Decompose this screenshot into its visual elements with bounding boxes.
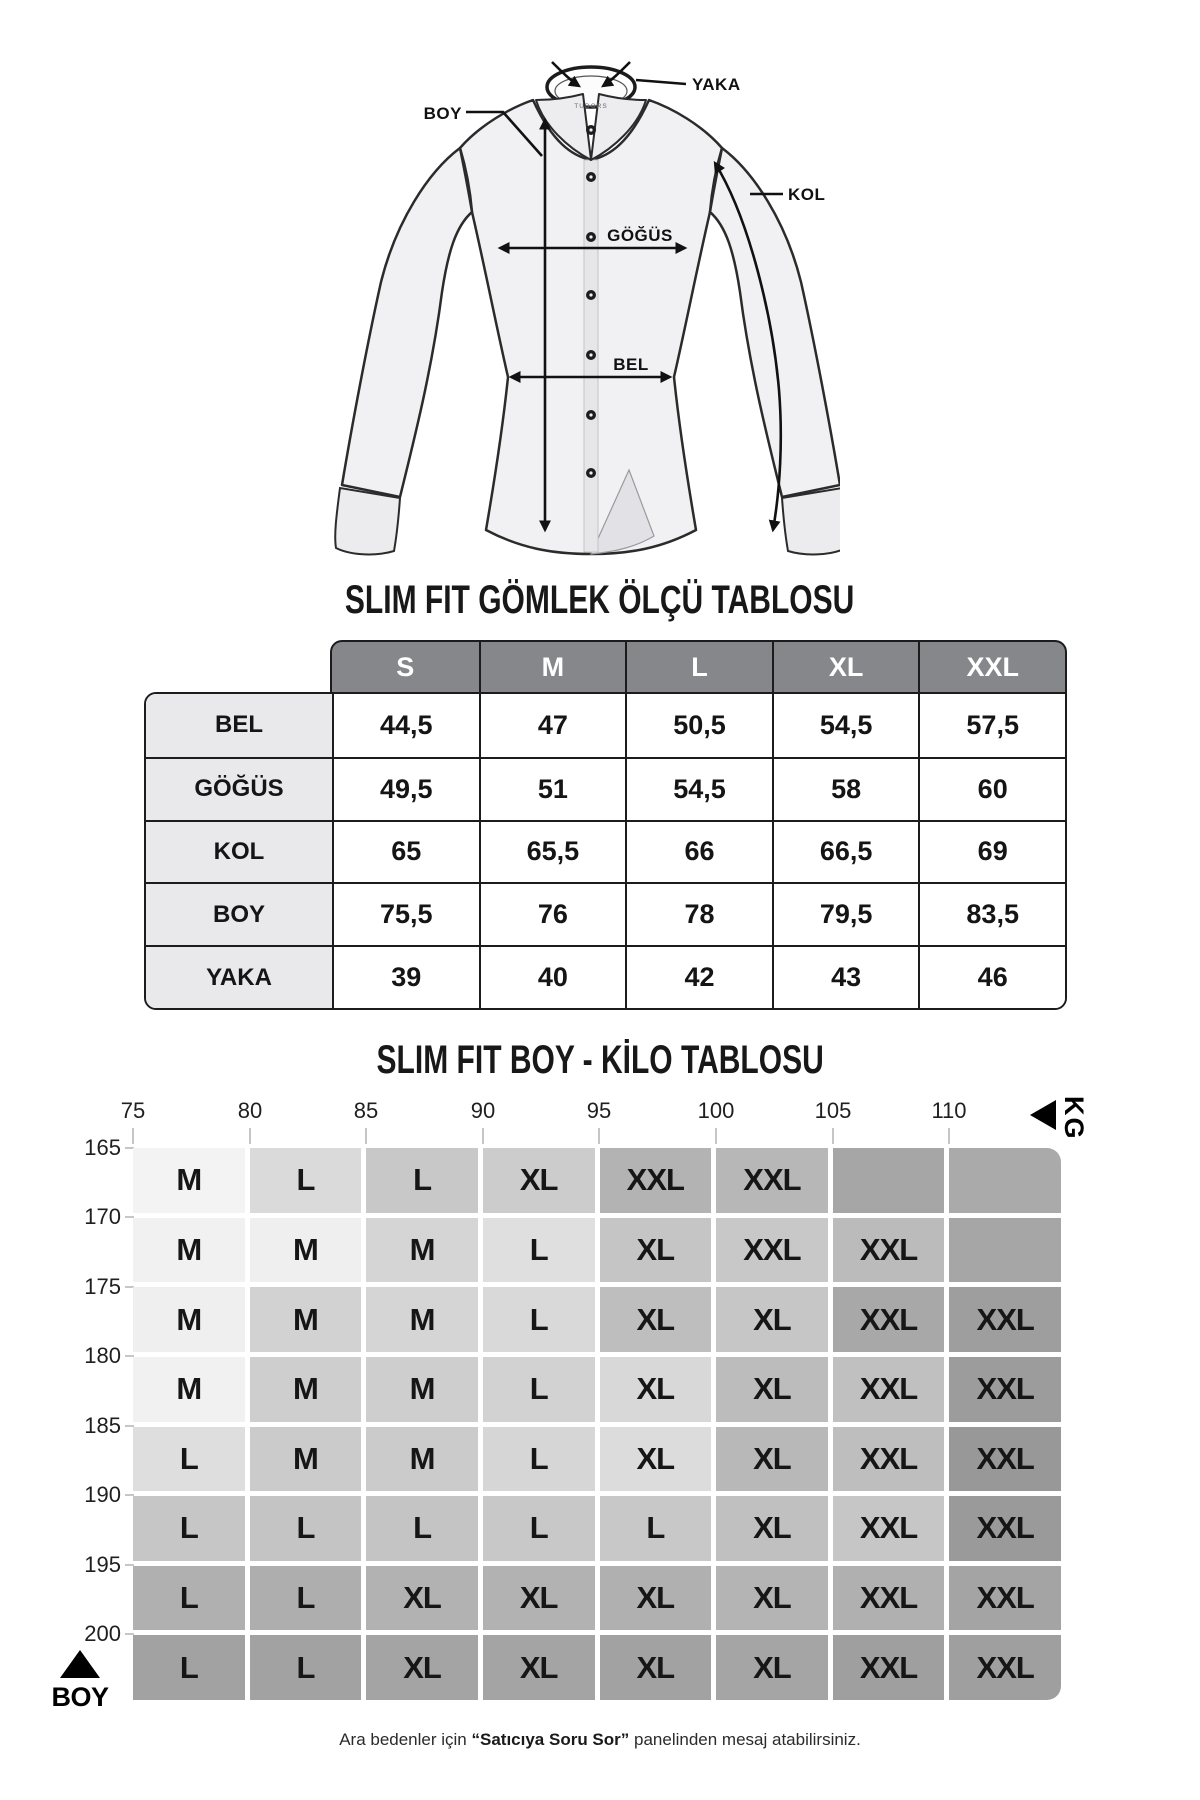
table-cell: 40 [479,945,626,1008]
kg-tick: 80 [237,1098,263,1123]
table-cell: 47 [479,694,626,757]
hw-cell: XXL [600,1148,712,1213]
hw-cell: XL [716,1427,828,1492]
row-label-kol: KOL [146,820,332,883]
hw-cell: M [133,1287,245,1352]
hw-cell: L [250,1496,362,1561]
boy-axis-flag [48,1650,112,1713]
hw-cell: M [366,1218,478,1283]
hw-cell: L [483,1218,595,1283]
hw-cell: XXL [833,1357,945,1422]
table-cell: 43 [772,945,919,1008]
table-cell: 51 [479,757,626,820]
hw-cell: M [366,1427,478,1492]
row-label-yaka: YAKA [146,945,332,1008]
table-cell: 54,5 [772,694,919,757]
table-cell: 65,5 [479,820,626,883]
hw-cell: L [483,1496,595,1561]
kg-axis-label: KG [1059,1096,1089,1141]
hw-cell: L [250,1148,362,1213]
shirt-diagram [280,40,840,570]
kg-tick: 90 [470,1098,496,1123]
hw-cell: XL [600,1357,712,1422]
kg-tick: 105 [814,1098,852,1123]
table-cell: 57,5 [918,694,1065,757]
hw-cell: L [250,1566,362,1631]
height-tick: 195 [84,1552,121,1577]
size-table-body [144,692,1067,1010]
kg-tick-line [132,1128,134,1144]
hw-cell: XL [483,1635,595,1700]
kg-tick-line [365,1128,367,1144]
kg-tick-line [832,1128,834,1144]
shirt-left-cuff [335,488,400,554]
size-col-m: M [479,642,626,692]
table-cell: 69 [918,820,1065,883]
size-col-xxl: XXL [918,642,1065,692]
boy-arrow-icon [60,1650,100,1678]
height-tick: 180 [84,1343,121,1368]
table-cell: 58 [772,757,919,820]
footer-suffix: panelinden mesaj atabilirsiniz. [629,1730,861,1749]
collar-callout-line [636,80,686,84]
hw-cell: XL [716,1566,828,1631]
shirt-left-sleeve [342,148,472,497]
hw-cell: XL [483,1566,595,1631]
hw-cell: M [250,1357,362,1422]
waist-label: BEL [613,355,649,374]
table-cell: 65 [332,820,479,883]
hw-cell: XXL [949,1287,1061,1352]
table-cell: 79,5 [772,882,919,945]
hw-cell: XL [600,1427,712,1492]
table-cell: 39 [332,945,479,1008]
hw-cell: XL [716,1635,828,1700]
hw-cell: XL [716,1496,828,1561]
hw-cell: XXL [949,1566,1061,1631]
hw-cell: L [366,1148,478,1213]
hw-cell: XXL [949,1357,1061,1422]
size-table-header [330,640,1067,692]
hw-cell: L [133,1496,245,1561]
hw-cell: XXL [949,1496,1061,1561]
table-cell: 66 [625,820,772,883]
kg-tick-line [482,1128,484,1144]
table-cell: 66,5 [772,820,919,883]
boy-axis-label: BOY [51,1682,109,1712]
hw-cell: XL [600,1287,712,1352]
height-weight-title: SLIM FIT BOY - KİLO TABLOSU [376,1038,824,1082]
hw-cell: XXL [716,1148,828,1213]
hw-cell: XXL [833,1566,945,1631]
table-cell: 50,5 [625,694,772,757]
size-table-title: SLIM FIT GÖMLEK ÖLÇÜ TABLOSU [345,578,855,622]
hw-cell: M [250,1427,362,1492]
hw-cell: XXL [949,1427,1061,1492]
hw-cell: M [133,1148,245,1213]
hw-cell: XL [600,1566,712,1631]
table-cell: 44,5 [332,694,479,757]
hw-cell: XXL [716,1218,828,1283]
height-tick: 185 [84,1413,121,1438]
size-col-l: L [625,642,772,692]
sleeve-label: KOL [788,185,826,204]
hw-cell: M [133,1357,245,1422]
height-weight-grid [133,1148,1061,1700]
hw-cell: M [250,1287,362,1352]
hw-cell: XL [366,1566,478,1631]
brand-text: TUDORS [574,103,608,110]
hw-cell: L [483,1287,595,1352]
hw-cell: XXL [833,1496,945,1561]
size-col-xl: XL [772,642,919,692]
hw-cell: L [133,1427,245,1492]
hw-cell: L [600,1496,712,1561]
chest-label: GÖĞÜS [607,226,673,245]
hw-cell: XL [716,1357,828,1422]
hw-cell: M [133,1218,245,1283]
hw-cell: XL [716,1287,828,1352]
hw-cell: XXL [833,1427,945,1492]
row-label-bel: BEL [146,694,332,757]
table-cell: 46 [918,945,1065,1008]
hw-cell: XL [600,1218,712,1283]
table-cell: 42 [625,945,772,1008]
hw-cell: XL [600,1635,712,1700]
hw-cell: XL [366,1635,478,1700]
kg-arrow-icon [1030,1100,1056,1130]
hw-cell: L [483,1427,595,1492]
kg-tick: 75 [120,1098,146,1123]
hw-cell: XL [483,1148,595,1213]
height-tick: 190 [84,1482,121,1507]
hw-cell: XXL [833,1635,945,1700]
footer-prefix: Ara bedenler için [339,1730,472,1749]
table-cell: 76 [479,882,626,945]
shirt-illustration [280,40,840,570]
collar-label: YAKA [692,75,741,94]
length-label: BOY [423,104,462,123]
height-tick: 165 [84,1135,121,1160]
hw-cell [949,1218,1061,1283]
kg-tick-line [948,1128,950,1144]
hw-cell: XXL [833,1218,945,1283]
kg-axis-flag [1030,1096,1089,1141]
kg-tick: 100 [697,1098,735,1123]
hw-cell: L [483,1357,595,1422]
footer-bold: “Satıcıya Soru Sor” [471,1730,630,1749]
height-tick: 200 [84,1621,121,1646]
row-label-gogus: GÖĞÜS [146,757,332,820]
table-cell: 75,5 [332,882,479,945]
footer-note [0,1730,1200,1750]
hw-cell [833,1148,945,1213]
height-tick: 175 [84,1274,121,1299]
kg-tick-line [249,1128,251,1144]
hw-cell: L [250,1635,362,1700]
kg-tick: 110 [931,1098,967,1123]
table-cell: 49,5 [332,757,479,820]
hw-cell: M [366,1357,478,1422]
row-label-boy: BOY [146,882,332,945]
table-cell: 60 [918,757,1065,820]
kg-tick-line [715,1128,717,1144]
hw-cell [949,1148,1061,1213]
height-tick: 170 [84,1204,121,1229]
kg-tick: 95 [586,1098,612,1123]
hw-cell: L [133,1566,245,1631]
table-cell: 83,5 [918,882,1065,945]
table-cell: 54,5 [625,757,772,820]
size-col-s: S [396,651,415,682]
hw-cell: XXL [949,1635,1061,1700]
hw-cell: L [366,1496,478,1561]
hw-cell: M [250,1218,362,1283]
hw-cell: L [133,1635,245,1700]
kg-tick: 85 [353,1098,379,1123]
kg-tick-line [598,1128,600,1144]
table-cell: 78 [625,882,772,945]
shirt-right-cuff [782,488,840,554]
hw-cell: XXL [833,1287,945,1352]
hw-cell: M [366,1287,478,1352]
